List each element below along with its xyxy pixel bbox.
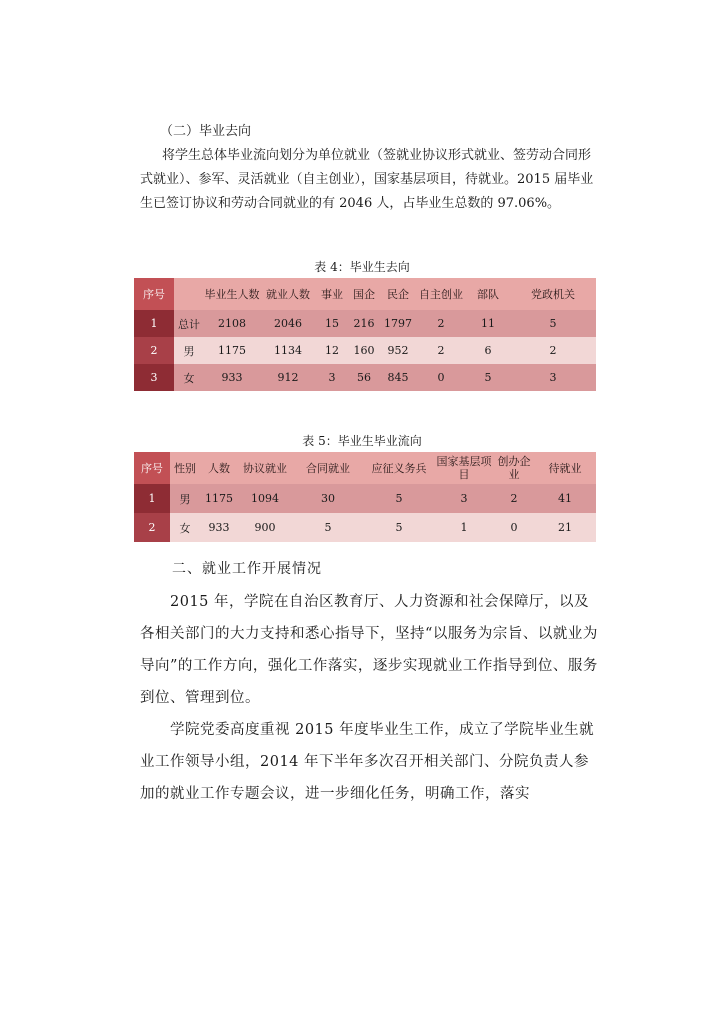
table-cell: 3 [328,371,336,384]
table-cell: 56 [357,371,371,384]
table4-caption: 表 4：毕业生去向 [314,260,410,274]
intro-paragraph [140,144,598,216]
table-cell: 3 [460,492,468,505]
table-cell: 2 [134,513,170,542]
table4-header-cell: 部队 [477,288,499,301]
table-cell: 216 [353,317,375,330]
table-cell: 1797 [384,317,412,330]
table-cell: 900 [254,521,276,534]
table4-header-cell [174,278,204,310]
table4-header-row [134,278,596,310]
table-cell: 5 [549,317,557,330]
table5-header-cell: 性别 [174,462,196,475]
table-cell: 5 [395,492,403,505]
table-cell: 11 [481,317,495,330]
body-paragraph [140,586,598,714]
table-cell: 2 [437,344,445,357]
table-cell: 3 [134,364,174,391]
table-cell: 1175 [218,344,246,357]
table5-header-cell: 应征义务兵 [371,461,427,475]
table-cell: 0 [510,521,518,534]
table-cell: 5 [395,521,403,534]
table5-header-cell: 创办企业 [497,455,531,481]
table-row [134,513,596,542]
subsection-title: （二）毕业去向 [160,124,252,139]
body-paragraph [140,714,598,810]
table-cell: 12 [325,344,339,357]
table-cell: 41 [558,492,572,505]
table-cell: 30 [321,492,335,505]
table4-header-cell: 国企 [353,288,375,301]
table5-header-cell: 序号 [134,452,170,484]
table-cell: 3 [549,371,557,384]
table-cell: 15 [325,317,339,330]
table-cell: 1 [460,521,468,534]
table-row [134,310,596,337]
table-cell: 933 [208,521,230,534]
table4-header-cell: 自主创业 [419,287,463,301]
table5-header-cell: 待就业 [548,462,582,475]
table5-header-cell: 人数 [208,462,230,475]
table5-header-cell: 协议就业 [243,462,287,475]
table4-header-cell: 毕业生人数 [204,288,260,301]
table-cell: 5 [484,371,492,384]
table-cell: 6 [484,344,492,357]
table-row [134,364,596,391]
table-cell: 1 [134,484,170,513]
body-paragraph-text: 2015 年，学院在自治区教育厅、人力资源和社会保障厅，以及各相关部门的大力支持和悉心指导下，坚持“以服务为宗旨、以就业为导向”的工作方向，强化工作落实，逐步实现就业工作指导到位、服务到位、管理到位。 [140,594,598,706]
table-cell: 160 [353,344,375,357]
table-cell: 1094 [251,492,279,505]
table-cell: 1134 [274,344,302,357]
table-cell: 912 [277,371,299,384]
table-cell: 总计 [178,317,200,331]
table-cell: 845 [387,371,409,384]
table4-header-cell: 事业 [321,288,343,301]
body-paragraph-text: 学院党委高度重视 2015 年度毕业生工作，成立了学院毕业生就业工作领导小组，2014 年下半年多次召开相关部门、分院负责人参加的就业工作专题会议，进一步细化任务，明确工作，落实 [140,722,595,802]
table4-header-cell: 民企 [387,288,409,301]
intro-paragraph-text: 将学生总体毕业流向划分为单位就业（签就业协议形式就业、签劳动合同形式就业）、参军、灵活就业（自主创业），国家基层项目，待就业。2015 届毕业生已签订协议和劳动合同就业的有 2046 人，占毕业生总数的 97.06%。 [140,148,594,211]
table4-header-cell: 序号 [134,278,174,310]
table-cell: 952 [387,344,409,357]
table-cell: 男 [179,492,191,506]
table5-header-cell: 国家基层项目 [436,455,492,481]
table4-header-cell: 就业人数 [266,288,310,301]
table4-header-cell: 党政机关 [531,288,575,301]
table-cell: 2046 [274,317,302,330]
table-cell: 2108 [218,317,246,330]
section-title: 二、就业工作开展情况 [172,561,322,577]
table-cell: 5 [324,521,332,534]
table-cell: 2 [549,344,557,357]
table-cell: 1 [134,310,174,337]
table-row [134,484,596,513]
table-cell: 男 [183,344,195,358]
table5 [134,452,596,542]
table5-caption: 表 5：毕业生毕业流向 [302,434,422,448]
table5-header-cell: 合同就业 [306,462,350,475]
table-cell: 21 [558,521,572,534]
table-cell: 933 [221,371,243,384]
table-cell: 女 [179,521,191,535]
table4 [134,278,596,391]
table-cell: 0 [437,371,445,384]
table5-header-row [134,452,596,484]
table-row [134,337,596,364]
table-cell: 2 [134,337,174,364]
table-cell: 2 [510,492,518,505]
table-cell: 女 [183,371,195,385]
table-cell: 1175 [205,492,233,505]
table-cell: 2 [437,317,445,330]
